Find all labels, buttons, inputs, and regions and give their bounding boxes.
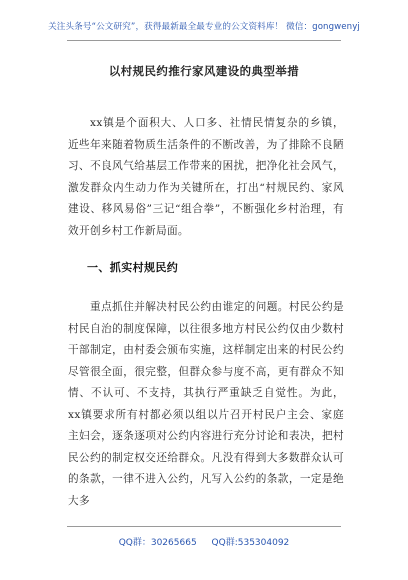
section-text: 重点抓住并解决村民公约由谁定的问题。村民公约是村民自治的制度保障，以往很多地方村民公约仅由少数村干部制定，由村委会颁布实施，这样制定出来的村民公约尽管很全面，很完整，但群众参与度不高，更有群众不知情、不认可、不支持，其执行严重缺乏自觉性。为此，xx镇要求所有村都必须以组以片召开村民户主会、家庭主妇会，逐条逐项对公约内容进行充分讨论和表决，把村民公约的制定权交还给群众。凡没有得到大多数群众认可的条款，一律不进入公约，凡写入公约的条款，一定是绝大多 [68, 301, 344, 507]
intro-paragraph [68, 113, 344, 242]
document-title: 以村规民约推行家风建设的典型举措 [108, 64, 300, 78]
footer-qq-group-2: QQ群:535304092 [211, 538, 290, 548]
footer-divider [67, 526, 341, 527]
header-divider [67, 40, 341, 41]
footer-qq-group-1: QQ群：30265665 [118, 538, 197, 548]
intro-text: xx镇是个面积大、人口多、社情民情复杂的乡镇，近些年来随着物质生活条件的不断改善，为了排除不良陋习、不良风气给基层工作带来的困扰，把净化社会风气，激发群众内生动力作为关键所在，打出“村规民约、家风建设、移风易俗”三记“组合拳”，不断强化乡村治理，有效开创乡村工作新局面。 [68, 117, 344, 237]
header-note: 关注头条号“公文研究”，获得最新最全最专业的公文资料库！ 微信：gongwenyj [48, 22, 360, 32]
section-paragraph [68, 297, 344, 512]
footer [0, 535, 408, 548]
section-heading: 一、抓实村规民约 [87, 261, 179, 274]
